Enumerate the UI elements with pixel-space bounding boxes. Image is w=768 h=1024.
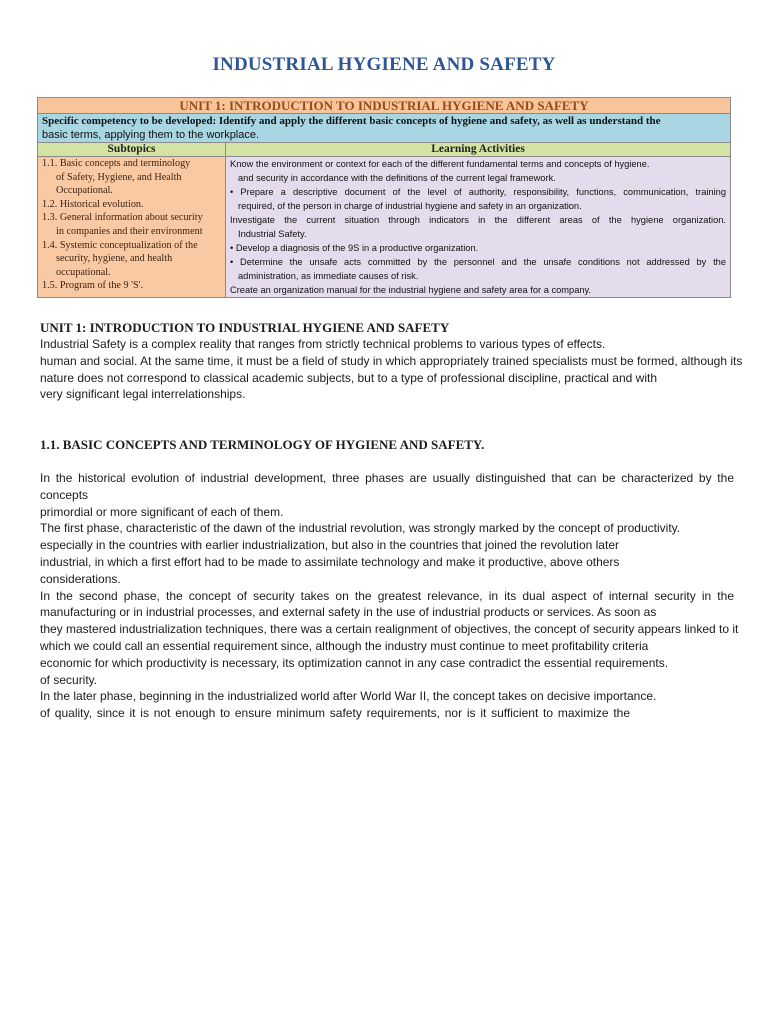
concepts-line: manufacturing or in industrial processes, and external safety in the use of industrial products or services. As soon as (40, 605, 657, 620)
concepts-line: considerations. (40, 571, 121, 586)
activity-line: and security in accordance with the definitions of the current legal framework. (238, 173, 556, 183)
unit-table-header: UNIT 1: INTRODUCTION TO INDUSTRIAL HYGIENE AND SAFETY (38, 98, 731, 114)
intro-line: nature does not correspond to classical academic subjects, but to a type of professional discipline, practical and with (40, 370, 658, 385)
activities-cell (226, 157, 731, 298)
concepts-line: In the later phase, beginning in the industrialized world after World War II, the concept takes on decisive importance. (40, 689, 657, 704)
concepts-line: The first phase, characteristic of the dawn of the industrial revolution, was strongly marked by the concept of productivity. (40, 521, 681, 536)
activity-line: • Prepare a descriptive document of the level of authority, responsibility, functions, communication, training (230, 187, 727, 197)
subtopic-line: security, hygiene, and health (56, 253, 173, 265)
subtopic-line: occupational. (56, 266, 111, 278)
subtopic-line: in companies and their environment (56, 225, 203, 237)
intro-section (40, 320, 743, 403)
concepts-heading: 1.1. BASIC CONCEPTS AND TERMINOLOGY OF HYGIENE AND SAFETY. (40, 437, 485, 452)
concepts-line: In the historical evolution of industrial development, three phases are usually distinguished that can be characterized by the concepts (40, 471, 734, 502)
intro-line: human and social. At the same time, it must be a field of study in which appropriately trained specialists must be formed, although its (40, 353, 743, 368)
competency-cell (38, 114, 731, 143)
document-title: INDUSTRIAL HYGIENE AND SAFETY (212, 54, 556, 75)
activity-line: Investigate the current situation through indicators in the different areas of the hygiene organization. (230, 215, 727, 225)
concepts-line: they mastered industrialization techniques, there was a certain realignment of objectives, the concept of security appears linked to it (40, 622, 739, 637)
concepts-line: industrial, in which a first effort had to be made to assimilate technology and make it productive, above others (40, 554, 620, 569)
activity-line: Know the environment or context for each of the different fundamental terms and concepts of hygiene. (230, 159, 650, 169)
subtopics-column-header: Subtopics (38, 143, 226, 157)
concepts-line: of quality, since it is not enough to ensure minimum safety requirements, nor is it sufficient to maximize the (40, 706, 630, 721)
concepts-line: economic for which productivity is necessary, its optimization cannot in any case contradict the essential requirements. (40, 655, 669, 670)
subtopic-line: Occupational. (56, 185, 113, 197)
competency-lead: Specific competency to be developed: Identify and apply the different basic concepts of hygiene and safety, as well as understand the (42, 115, 661, 127)
subtopic-line: 1.1. Basic concepts and terminology (42, 158, 191, 169)
subtopic-line: 1.2. Historical evolution. (42, 198, 144, 210)
concepts-body (40, 470, 739, 722)
concepts-line: which we could call an essential requirement since, although the industry must continue to meet profitability criteria (40, 638, 649, 653)
concepts-line: In the second phase, the concept of security takes on the greatest relevance, in its dual aspect of internal security in the (40, 588, 734, 603)
subtopic-line: 1.4. Systemic conceptualization of the (42, 239, 198, 251)
activity-line: required, of the person in charge of industrial hygiene and safety in an organization. (238, 201, 582, 211)
activity-line: Create an organization manual for the industrial hygiene and safety area for a company. (230, 285, 592, 295)
intro-heading: UNIT 1: INTRODUCTION TO INDUSTRIAL HYGIENE AND SAFETY (40, 320, 450, 335)
activity-line: Industrial Safety. (238, 229, 307, 239)
subtopic-line: of Safety, Hygiene, and Health (56, 171, 182, 183)
activities-column-header: Learning Activities (226, 143, 731, 157)
concepts-line: primordial or more significant of each of them. (40, 504, 284, 519)
unit-summary-table (37, 97, 731, 298)
intro-line: very significant legal interrelationships. (40, 387, 246, 402)
competency-rest: basic terms, applying them to the workplace. (42, 129, 260, 141)
subtopic-line: 1.3. General information about security (42, 212, 203, 224)
concepts-section (40, 437, 734, 453)
activity-line: • Develop a diagnosis of the 9S in a productive organization. (230, 243, 479, 253)
subtopic-line: 1.5. Program of the 9 'S'. (42, 280, 144, 292)
activity-line: • Determine the unsafe acts committed by the personnel and the unsafe conditions not addressed by the (230, 257, 727, 267)
activity-line: administration, as immediate causes of risk. (238, 271, 419, 281)
concepts-line: especially in the countries with earlier industrialization, but also in the countries that joined the revolution later (40, 538, 619, 553)
subtopics-cell (38, 157, 226, 298)
concepts-line: of security. (40, 672, 98, 687)
intro-line: Industrial Safety is a complex reality that ranges from strictly technical problems to various types of effects. (40, 337, 606, 351)
